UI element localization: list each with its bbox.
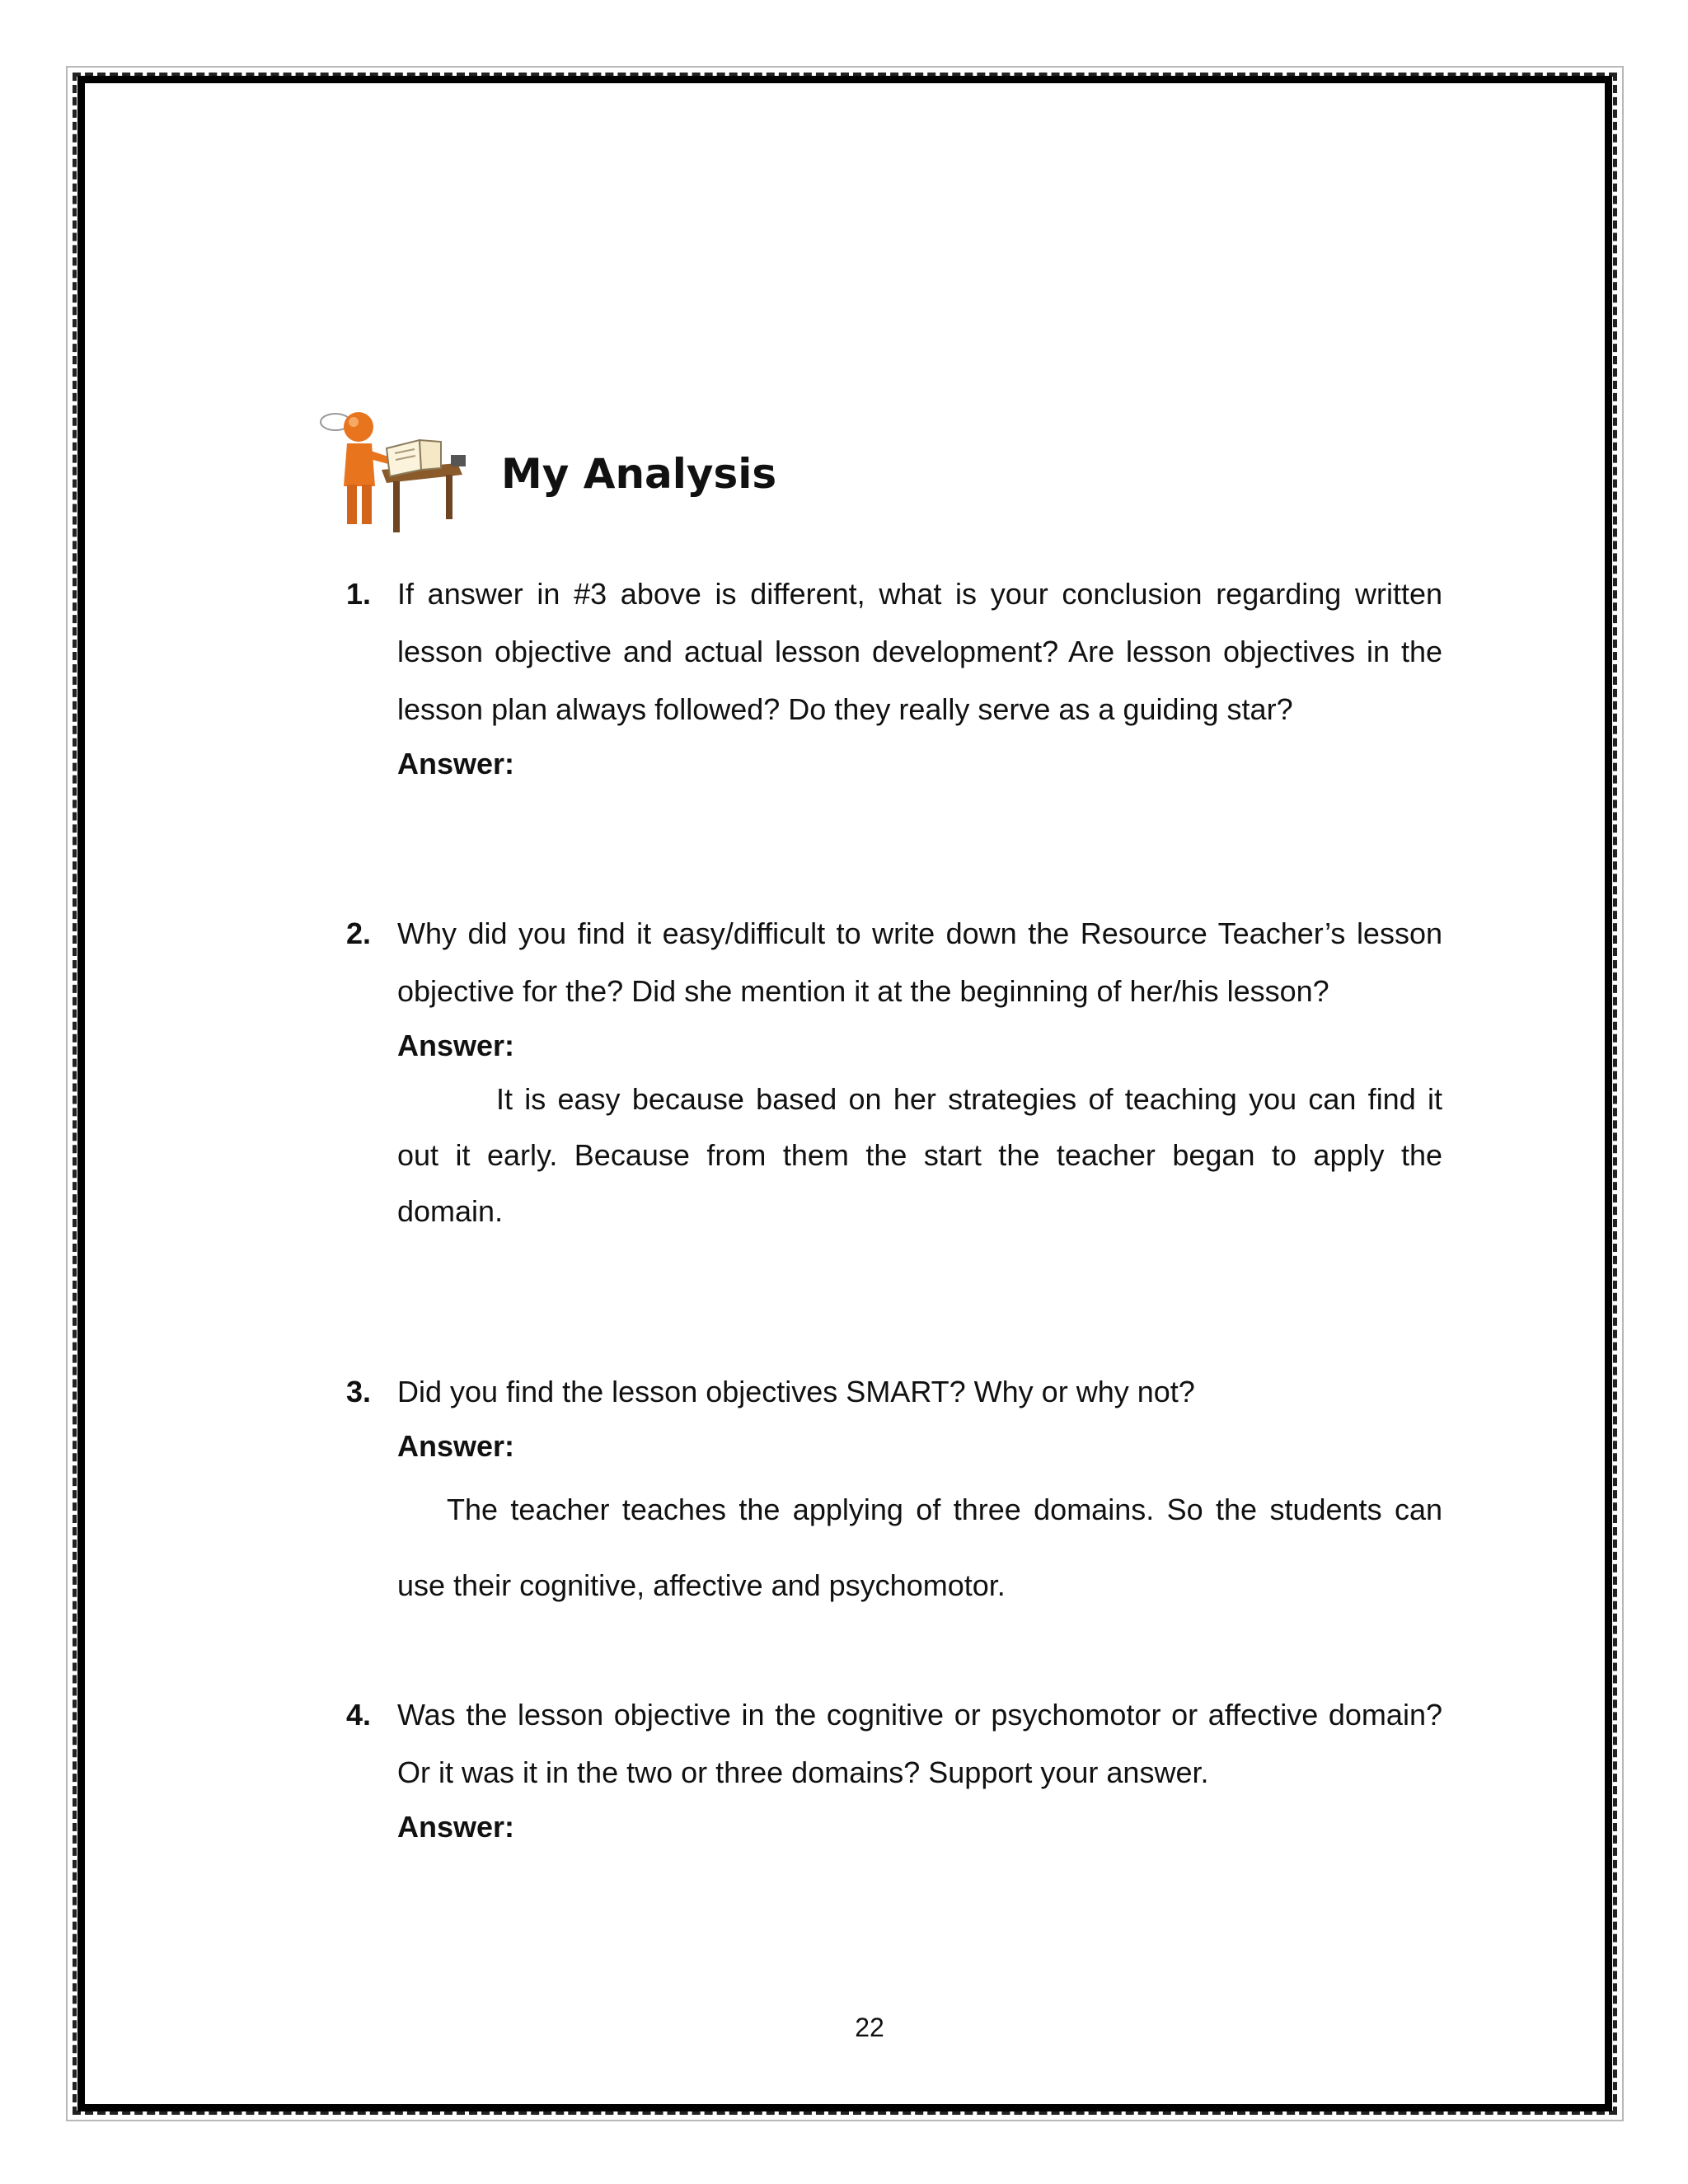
question-text: If answer in #3 above is different, what is your conclusion regarding written lesson objective and actual lesson development? Are lesson objectives in the lesson plan always followed? Do they really serve as a guiding star? bbox=[397, 577, 1442, 726]
question-body bbox=[397, 565, 1442, 790]
question-body bbox=[397, 905, 1442, 1240]
page-number: 22 bbox=[855, 2013, 884, 2042]
answer-label: Answer: bbox=[397, 747, 515, 780]
question-text: Why did you find it easy/difficult to write down the Resource Teacher’s lesson objective for the? Did she mention it at the beginning of her/his lesson? bbox=[397, 916, 1442, 1008]
question-number: 1. bbox=[346, 577, 372, 611]
question-body bbox=[397, 1686, 1442, 1853]
question-text: Did you find the lesson objectives SMART? Why or why not? bbox=[397, 1375, 1195, 1408]
answer-text: It is easy because based on her strategies of teaching you can find it out it early. Because from them the start the teacher began to apply the domain. bbox=[397, 1082, 1442, 1228]
question-body bbox=[397, 1363, 1442, 1624]
question-number: 3. bbox=[346, 1375, 372, 1408]
answer-label: Answer: bbox=[397, 1810, 515, 1844]
question-number: 4. bbox=[346, 1698, 372, 1732]
question-number: 2. bbox=[346, 916, 372, 950]
answer-text: The teacher teaches the applying of three domains. So the students can use their cognitive, affective and psychomotor. bbox=[397, 1493, 1442, 1602]
answer-label: Answer: bbox=[397, 1029, 515, 1062]
question-text: Was the lesson objective in the cognitive or psychomotor or affective domain? Or it was it in the two or three domains? Support your answer. bbox=[397, 1698, 1442, 1789]
answer-label: Answer: bbox=[397, 1429, 515, 1463]
section-title: My Analysis bbox=[501, 450, 777, 498]
reading-figure-icon bbox=[317, 404, 482, 536]
